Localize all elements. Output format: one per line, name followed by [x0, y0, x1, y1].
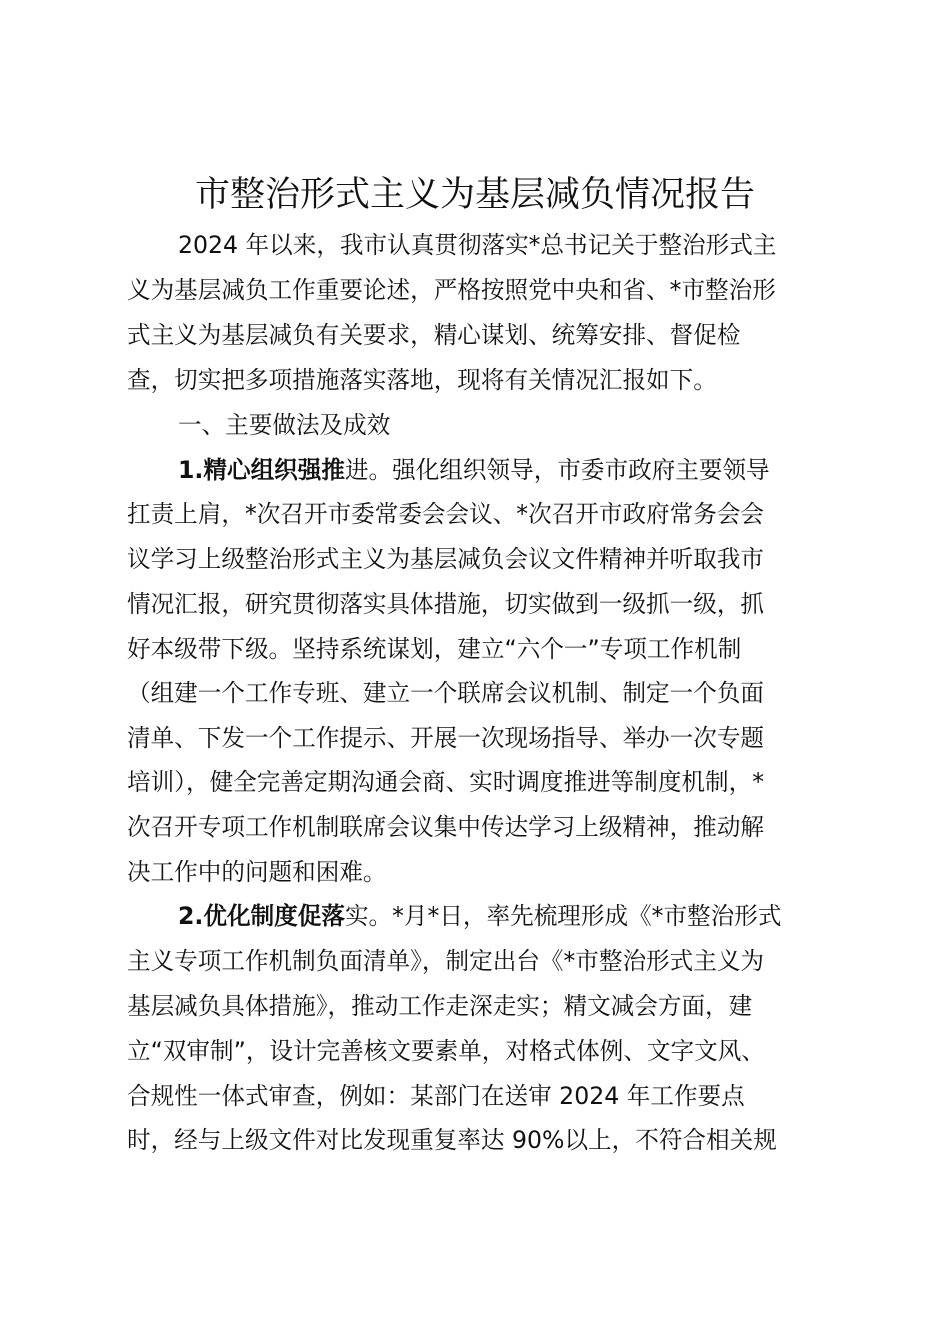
item2-line: 基层减负具体措施》，推动工作走深走实；精文减会方面，建 — [127, 992, 753, 1020]
item1-line: 决工作中的问题和困难。 — [127, 858, 387, 886]
item1-line: 议学习上级整治形式主义为基层减负会议文件精神并听取我市 — [127, 545, 765, 573]
section-heading: 一、主要做法及成效 — [178, 411, 391, 439]
item1-lead-bold: 1.精心组织强推 — [178, 456, 345, 484]
item1-line: （组建一个工作专班、建立一个联席会议机制、制定一个负面 — [127, 679, 765, 707]
document-title: 市整治形式主义为基层减负情况报告 — [194, 175, 755, 215]
item2-line: 主义专项工作机制负面清单》，制定出台《*市整治形式主义为 — [127, 947, 765, 975]
item1-lead-rest: 进。强化组织领导，市委市政府主要领导 — [344, 456, 770, 484]
item1-line: 情况汇报，研究贯彻落实具体措施，切实做到一级抓一级，抓 — [127, 590, 765, 618]
item1-line: 好本级带下级。坚持系统谋划，建立“六个一”专项工作机制 — [127, 635, 742, 663]
item1-line: 次召开专项工作机制联席会议集中传达学习上级精神，推动解 — [127, 813, 765, 841]
item2-line: 时，经与上级文件对比发现重复率达 90%以上，不符合相关规 — [127, 1126, 777, 1154]
item2-line: 立“双审制”，设计完善核文要素单，对格式体例、文字文风、 — [127, 1037, 765, 1065]
item1-line: 培训），健全完善定期沟通会商、实时调度推进等制度机制，* — [127, 768, 765, 796]
intro-line: 查，切实把多项措施落实落地，现将有关情况汇报如下。 — [127, 366, 717, 394]
item1-line: 清单、下发一个工作提示、开展一次现场指导、举办一次专题 — [127, 724, 765, 752]
item2-lead-rest: 实。*月*日，率先梳理形成《*市整治形式 — [344, 902, 782, 930]
intro-line: 2024 年以来，我市认真贯彻落实*总书记关于整治形式主 — [178, 231, 777, 259]
item2-line: 合规性一体式审查，例如：某部门在送审 2024 年工作要点 — [127, 1082, 745, 1110]
item2-lead-line — [178, 899, 781, 933]
intro-line: 式主义为基层减负有关要求，精心谋划、统筹安排、督促检 — [127, 321, 741, 349]
item2-lead-bold: 2.优化制度促落 — [178, 902, 345, 930]
item1-lead-line — [178, 453, 770, 487]
item1-line: 扛责上肩，*次召开市委常委会会议、*次召开市政府常务会会 — [127, 500, 765, 528]
intro-line: 义为基层减负工作重要论述，严格按照党中央和省、*市整治形 — [127, 276, 776, 304]
